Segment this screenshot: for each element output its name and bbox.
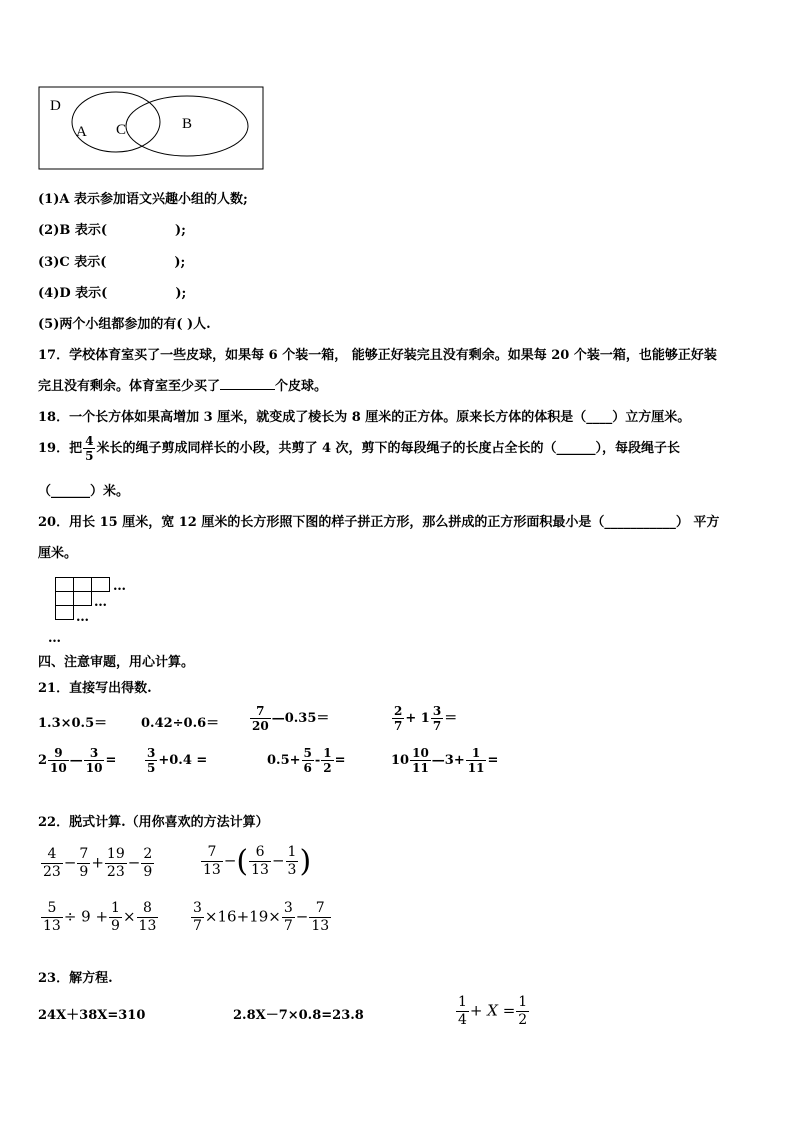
q17-line1: 17．学校体育室买了一些皮球，如果每 6 个装一箱， 能够正好装完且没有剩余。如果每 20 个装一箱，也能够正好装 [38,348,717,363]
q21-expr-1: 1.3×0.5＝ [38,716,108,731]
label-b: B [182,116,193,132]
grid-ellipsis-1: … [113,579,126,594]
q23-equation-2: 2.8X－7×0.8=23.8 [233,1008,364,1023]
q19-fraction: $\frac{4}{5}$ [85,434,94,463]
grid-ellipsis-2: … [94,595,107,610]
label-d: D [50,98,61,114]
venn-diagram [38,86,266,172]
q23-title: 23．解方程. [38,971,113,986]
q23-equation-3: $\frac{1}{4}$ + X = $\frac{1}{2}$ [458,994,528,1028]
q17-line2: 完且没有剩余。体育室至少买了 个皮球。 [38,379,328,394]
q21-expr-8: 10 $\frac{10}{11}$ —3+ $\frac{1}{11}$ = [391,746,499,775]
q17-answer-blank [220,377,275,390]
q16-part1: (1)A 表示参加语文兴趣小组的人数; [38,192,248,207]
section-4-title: 四、注意审题，用心计算。 [38,655,195,670]
q19-line2: （______）米。 [38,484,130,499]
grid-ellipsis-3: … [76,610,89,625]
q16-part5: (5)两个小组都参加的有( )人. [38,317,211,332]
q16-part4: (4)D 表示( ); [38,286,187,301]
q22-title: 22．脱式计算.（用你喜欢的方法计算） [38,815,269,830]
q21-expr-2: 0.42÷0.6＝ [141,716,220,731]
q22-expr-a: $\frac{4}{23}$ − $\frac{7}{9}$ + $\frac{19}{23}$ − $\frac{2}{9}$ [43,846,153,880]
q18-text: 18．一个长方体如果高增加 3 厘米，就变成了棱长为 8 厘米的正方体。原来长方体的体积是（____）立方厘米。 [38,410,691,425]
q21-expr-6: $\frac{3}{5}$ +0.4 = [147,746,208,775]
q21-expr-3: $\frac{7}{20}$ —0.35＝ [252,704,330,733]
q23-equation-1: 24X＋38X=310 [38,1008,146,1023]
q20-line2: 厘米。 [38,546,78,561]
q22-expr-b: $\frac{7}{13}$ −( $\frac{6}{13}$ − $\frac{1}{3}$ ) [203,844,312,879]
q16-part2: (2)B 表示( ); [38,223,186,238]
q21-expr-7: 0.5+ $\frac{5}{6}$ - $\frac{1}{2}$ = [267,746,346,775]
q22-expr-d: $\frac{3}{7}$ ×16+19× $\frac{3}{7}$ − $\frac{7}{13}$ [193,900,330,934]
q16-part3: (3)C 表示( ); [38,255,186,270]
q20-line1: 20．用长 15 厘米，宽 12 厘米的长方形照下图的样子拼正方形，那么拼成的正方形面积最小是（___________） 平方 [38,515,720,530]
q22-expr-c: $\frac{5}{13}$ ÷ 9 + $\frac{1}{9}$ × $\frac{8}{13}$ [43,900,157,934]
label-c: C [116,122,127,138]
q21-title: 21．直接写出得数. [38,681,152,696]
q19-line1: 19．把 $\frac{4}{5}$ 米长的绳子剪成同样长的小段，共剪了 4 次，剪下的每段绳子的长度占全长的（______），每段绳子长 [38,434,681,463]
grid-ellipsis-4: … [48,631,61,646]
q21-expr-5: 2 $\frac{9}{10}$ — $\frac{3}{10}$ = [38,746,117,775]
q21-expr-4: $\frac{2}{7}$ + 1 $\frac{3}{7}$ ＝ [394,704,458,733]
label-a: A [76,124,87,140]
